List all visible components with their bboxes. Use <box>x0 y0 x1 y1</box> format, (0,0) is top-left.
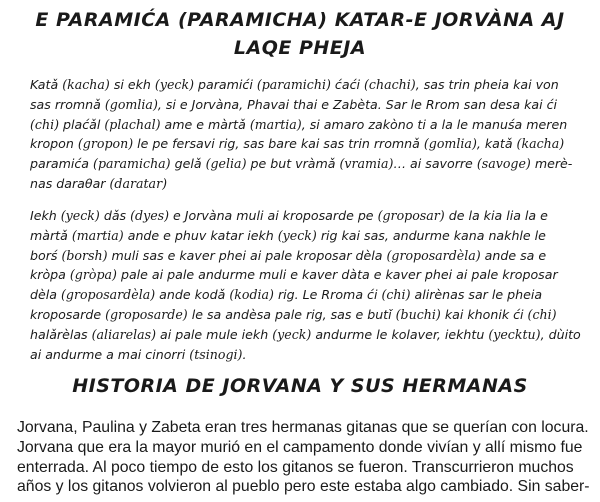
gloss-text: (yecktu) <box>488 326 541 342</box>
gloss-text: (savoge) <box>476 156 531 172</box>
text-segment: paramići <box>194 77 257 92</box>
text-line <box>30 325 582 345</box>
text-line: Jorvana, Paulina y Zabeta eran tres hermanas gitanas que se querían con locura. <box>17 419 589 436</box>
text-segment: rig kai sas, andurme kana nakhle le <box>316 227 546 243</box>
text-segment: gelǎ <box>170 156 206 172</box>
text-segment: dǎs <box>99 208 131 223</box>
gloss-text: (kacha) <box>62 77 110 92</box>
romani-paragraph-2 <box>30 206 582 364</box>
gloss-text: (yeck) <box>60 208 100 223</box>
text-line <box>30 174 582 194</box>
text-segment: e Jorvàna muli ai kroposarde pe <box>169 208 378 223</box>
gloss-text: (gomlia) <box>104 96 158 112</box>
text-line <box>30 154 582 174</box>
text-line <box>30 246 582 266</box>
text-line <box>30 345 582 365</box>
text-segment: ai andurme a mai cinorri <box>30 346 190 362</box>
gloss-text: (chi) <box>381 287 411 303</box>
gloss-text: (borsh) <box>61 247 108 263</box>
text-line <box>30 285 582 305</box>
text-segment: , sas trin pheia kai von <box>415 77 559 92</box>
text-segment: rig. Le Rroma ći <box>273 287 382 303</box>
text-line <box>30 206 582 226</box>
text-segment: kai khonik ći <box>440 306 528 322</box>
gloss-text: (tsinogi) <box>189 346 243 362</box>
text-line <box>30 134 582 154</box>
romani-paragraph-1 <box>30 75 582 194</box>
gloss-text: (paramicha) <box>93 156 171 172</box>
gloss-text: (chi) <box>527 306 557 322</box>
text-segment: … ai savorre <box>393 156 477 172</box>
text-segment: sas rromnǎ <box>30 96 105 112</box>
text-line <box>30 75 582 95</box>
text-segment: halǎrèlas <box>30 326 92 342</box>
text-segment: ande sa e <box>480 247 547 263</box>
text-segment: kròpa <box>30 267 70 283</box>
gloss-text: (paramichi) <box>256 77 331 92</box>
text-segment: le pe fersavi rig, sas bare kai sas trin rromnǎ <box>133 136 424 152</box>
text-line <box>30 95 582 115</box>
gloss-text: (yeck) <box>277 227 317 243</box>
text-segment: muli sas e kaver phei ai pale kroposar dèla <box>107 247 387 263</box>
text-segment: borś <box>30 247 62 263</box>
text-line <box>30 305 582 325</box>
text-segment: Iekh <box>30 208 61 223</box>
gloss-text: (dyes) <box>130 208 170 223</box>
text-line: enterrada. Al poco tiempo de esto los gitanos se fueron. Transcurrieron muchos <box>17 458 574 476</box>
text-line <box>30 265 582 285</box>
text-segment: de la kia lia la e <box>444 208 548 223</box>
spanish-title: HISTORIA DE JORVANA Y SUS HERMANAS <box>72 375 528 397</box>
text-segment: kroposarde <box>30 306 106 322</box>
text-segment: , dùito <box>540 326 581 342</box>
text-segment: ame e màrtǎ <box>160 116 250 132</box>
gloss-text: (groposar) <box>377 208 445 223</box>
gloss-text: (gròpa) <box>69 267 117 283</box>
gloss-text: (vramia) <box>339 156 394 172</box>
gloss-text: (yeck) <box>154 77 195 92</box>
text-segment: nas daraθar <box>30 175 110 191</box>
text-segment: . <box>242 346 247 362</box>
text-segment: ande kodǎ <box>155 287 230 303</box>
gloss-text: (daratar) <box>109 175 167 191</box>
text-segment: màrtǎ <box>30 227 72 243</box>
text-segment: ai pale mule iekh <box>156 326 273 342</box>
gloss-text: (kodia) <box>229 287 274 303</box>
text-segment: paramića <box>30 156 94 172</box>
gloss-text: (aliarelas) <box>91 326 156 342</box>
text-segment: ćaći <box>330 77 364 92</box>
gloss-text: (plachal) <box>104 116 161 132</box>
text-segment: dèla <box>30 287 61 303</box>
text-segment: ande e phuv katar iekh <box>123 227 278 243</box>
text-line <box>30 115 582 135</box>
text-segment: si ekh <box>109 77 155 92</box>
text-line <box>30 226 582 246</box>
text-line: años y los gitanos volvieron al pueblo pero este estaba algo cambiado. Sin saber- <box>17 478 590 496</box>
text-segment: pale ai pale andurme muli e kaver dàta e kaver phei ai pale kroposar <box>116 267 558 283</box>
gloss-text: (groposardèla) <box>386 247 481 263</box>
text-segment: , si e Jorvàna, Phavai thai e Zabèta. Sar le Rrom san desa kai ći <box>157 96 558 112</box>
text-segment: merè- <box>530 156 573 172</box>
romani-title-line-1: E PARAMIĆA (PARAMICHA) KATAR-E JORVÀNA AJ <box>35 9 565 31</box>
gloss-text: (gomlia) <box>423 136 477 152</box>
gloss-text: (martia) <box>249 116 302 132</box>
text-segment: plaćǎl <box>59 116 105 132</box>
text-segment: alirènas sar le pheia <box>410 287 543 303</box>
text-segment: pe but vràmǎ <box>246 156 340 172</box>
text-segment: andurme le kolaver, iekhtu <box>311 326 489 342</box>
gloss-text: (kacha) <box>516 136 565 152</box>
text-segment: kropon <box>30 136 78 152</box>
romani-title-line-2: LAQE PHEJA <box>233 37 367 59</box>
text-segment: le sa andèsa pale rig, sas e butǐ <box>187 306 396 322</box>
gloss-text: (gropon) <box>77 136 134 152</box>
gloss-text: (gelia) <box>205 156 247 172</box>
gloss-text: (groposarde) <box>105 306 188 322</box>
gloss-text: (martia) <box>71 227 124 243</box>
text-segment: , si amaro zakòno ti a la le manuśa meren <box>301 116 568 132</box>
text-segment: Katǎ <box>30 77 63 92</box>
text-line: Jorvana que era la mayor murió en el campamento donde vivían y allí mismo fue <box>17 438 583 456</box>
gloss-text: (yeck) <box>272 326 312 342</box>
gloss-text: (groposardèla) <box>60 287 156 303</box>
text-segment: , katǎ <box>476 136 517 152</box>
gloss-text: (chachi) <box>364 77 416 92</box>
gloss-text: (chi) <box>30 116 60 132</box>
spanish-paragraph <box>17 417 589 496</box>
gloss-text: (buchi) <box>395 306 441 322</box>
